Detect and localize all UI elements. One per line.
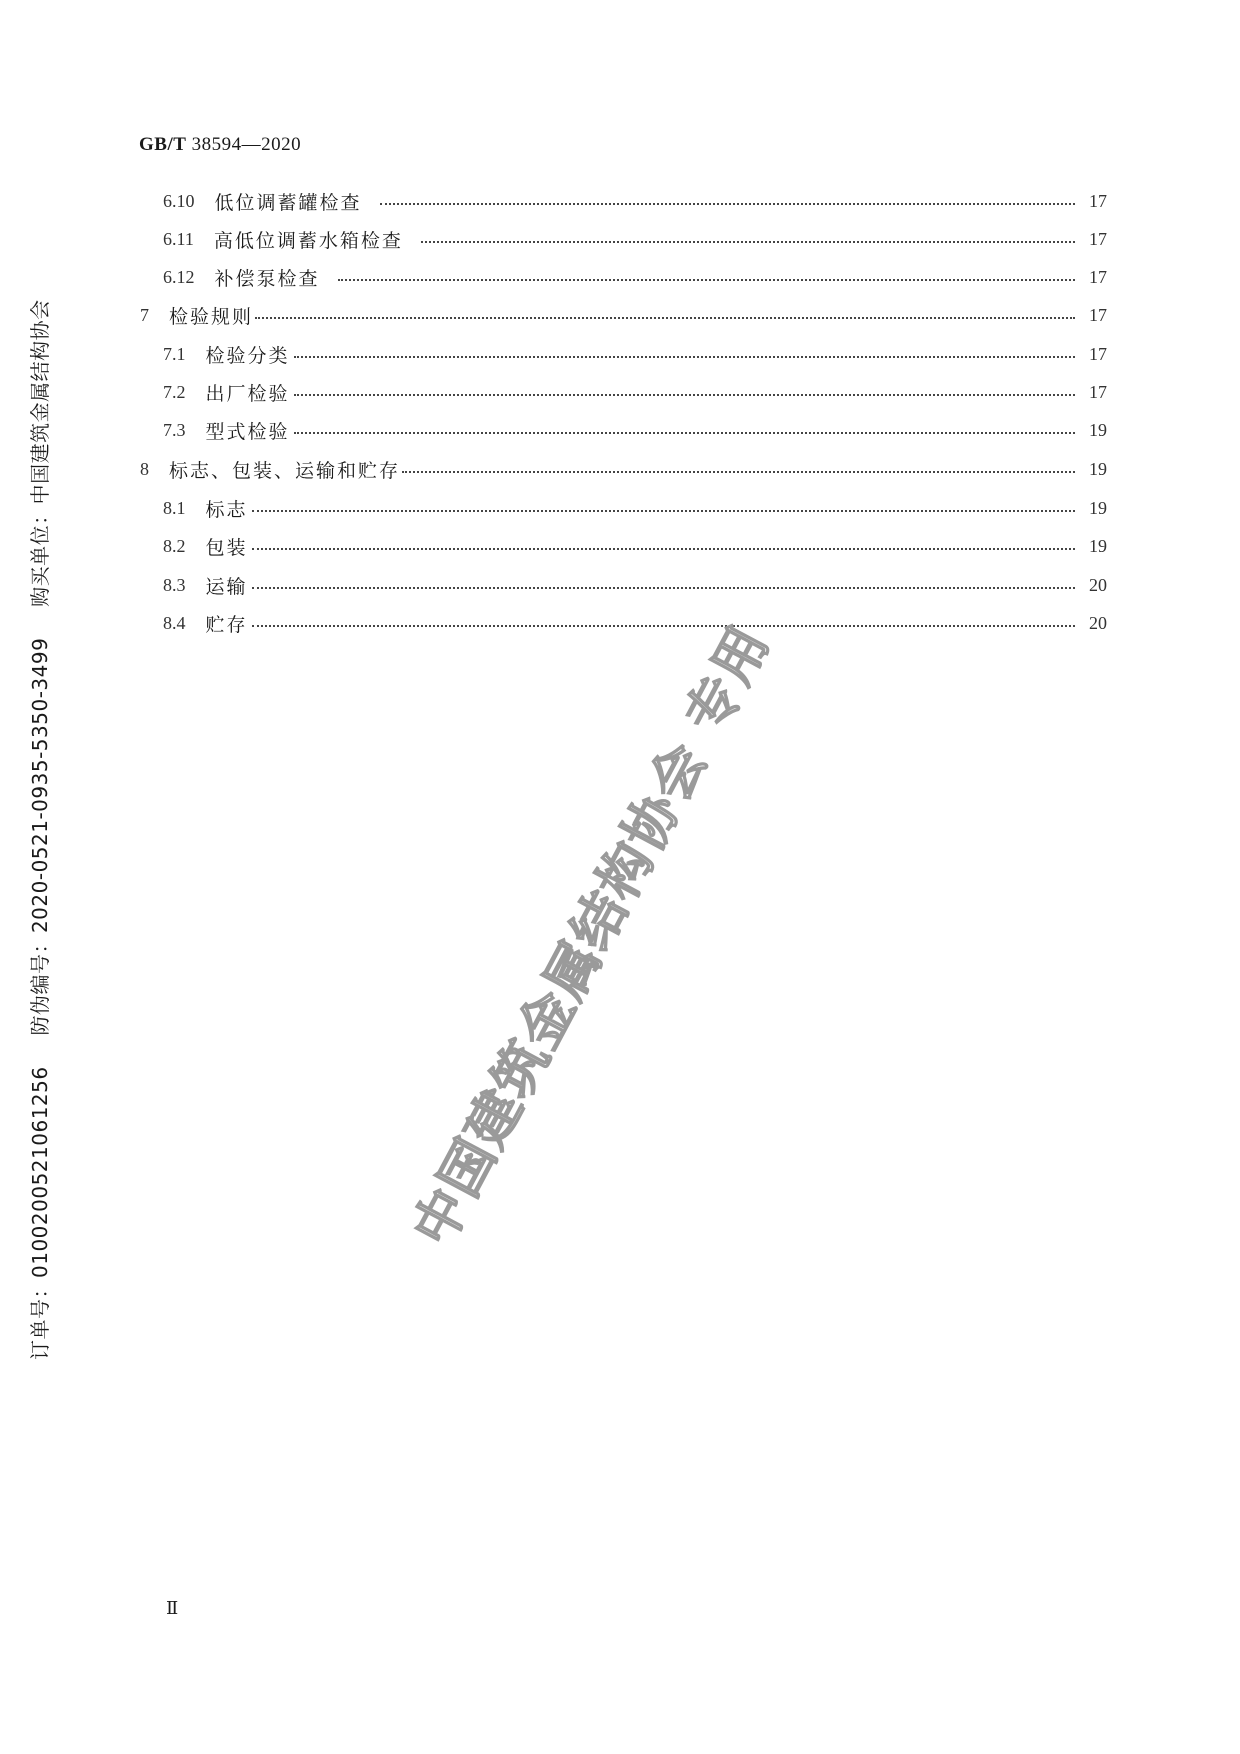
toc-entry-page: 17 (1089, 381, 1107, 402)
toc-entry-number: 8.4 (163, 612, 186, 633)
toc-entry-page: 17 (1089, 190, 1107, 211)
toc-entry-number: 7.3 (163, 419, 186, 440)
toc-entry[interactable] (163, 571, 1107, 599)
toc-entry-page: 17 (1089, 266, 1107, 287)
toc-entry[interactable] (163, 609, 1107, 637)
toc-entry[interactable] (163, 532, 1107, 560)
toc-entry[interactable] (163, 187, 1107, 215)
toc-entry-number: 7.2 (163, 381, 186, 402)
toc-entry-page: 19 (1089, 458, 1107, 479)
toc-entry-title: 标志、包装、运输和贮存 (169, 459, 401, 482)
standard-prefix: GB/T (139, 134, 187, 155)
anticounterfeit-number: 防伪编号：2020-0521-0935-5350-3499 (28, 637, 52, 1036)
order-number: 订单号：0100200521061256 (28, 1066, 52, 1360)
toc-dot-leader (294, 356, 1075, 358)
toc-entry-number: 7.1 (163, 343, 186, 364)
toc-entry-title: 高低位调蓄水箱检查 (213, 229, 403, 252)
toc-entry-page: 17 (1089, 343, 1107, 364)
side-purchase-info (24, 275, 53, 1360)
toc-entry-page: 20 (1089, 574, 1107, 595)
toc-entry-page: 19 (1089, 535, 1107, 556)
toc-entry[interactable] (163, 416, 1107, 444)
toc-entry-title: 检验规则 (169, 305, 254, 328)
toc-entry[interactable] (163, 225, 1107, 253)
toc-dot-leader (402, 471, 1075, 473)
toc-entry-title: 标志 (205, 498, 248, 521)
page-number: Ⅱ (166, 1598, 179, 1618)
toc-entry-title: 包装 (205, 536, 248, 559)
toc-dot-leader (252, 625, 1075, 627)
toc-entry[interactable] (163, 340, 1107, 368)
toc-entry-page: 17 (1089, 304, 1107, 325)
toc-entry-number: 8.3 (163, 574, 186, 595)
toc-entry-page: 17 (1089, 228, 1107, 249)
standard-code: 38594—2020 (191, 134, 302, 155)
toc-entry-title: 补偿泵检查 (214, 267, 320, 290)
toc-dot-leader (421, 241, 1075, 243)
toc-entry-page: 20 (1089, 612, 1107, 633)
toc-dot-leader (338, 279, 1075, 281)
toc-entry-number: 7 (140, 304, 149, 325)
toc-entry-title: 低位调蓄罐检查 (214, 191, 362, 214)
toc-entry-number: 8 (140, 458, 149, 479)
toc-entry-title: 运输 (205, 575, 248, 598)
toc-entry-number: 6.12 (163, 266, 195, 287)
toc-entry-number: 6.11 (163, 228, 194, 249)
toc-entry[interactable] (140, 455, 1107, 483)
watermark: 中国建筑金属结构协会 专用 (401, 614, 782, 1257)
toc-dot-leader (252, 548, 1075, 550)
table-of-contents (0, 0, 1240, 700)
toc-entry[interactable] (163, 378, 1107, 406)
toc-dot-leader (255, 317, 1075, 319)
toc-entry[interactable] (163, 494, 1107, 522)
toc-entry[interactable] (163, 263, 1107, 291)
buyer-organization: 购买单位：中国建筑金属结构协会 (28, 299, 52, 607)
toc-dot-leader (252, 587, 1075, 589)
toc-entry-page: 19 (1089, 497, 1107, 518)
toc-entry-title: 贮存 (205, 613, 248, 636)
toc-dot-leader (252, 510, 1075, 512)
toc-entry-title: 出厂检验 (205, 382, 290, 405)
toc-entry-page: 19 (1089, 419, 1107, 440)
toc-dot-leader (294, 394, 1075, 396)
toc-entry-title: 型式检验 (205, 420, 290, 443)
toc-dot-leader (294, 432, 1075, 434)
toc-entry-title: 检验分类 (205, 344, 290, 367)
toc-dot-leader (380, 203, 1075, 205)
toc-entry[interactable] (140, 301, 1107, 329)
toc-entry-number: 6.10 (163, 190, 195, 211)
toc-entry-number: 8.1 (163, 497, 186, 518)
toc-entry-number: 8.2 (163, 535, 186, 556)
